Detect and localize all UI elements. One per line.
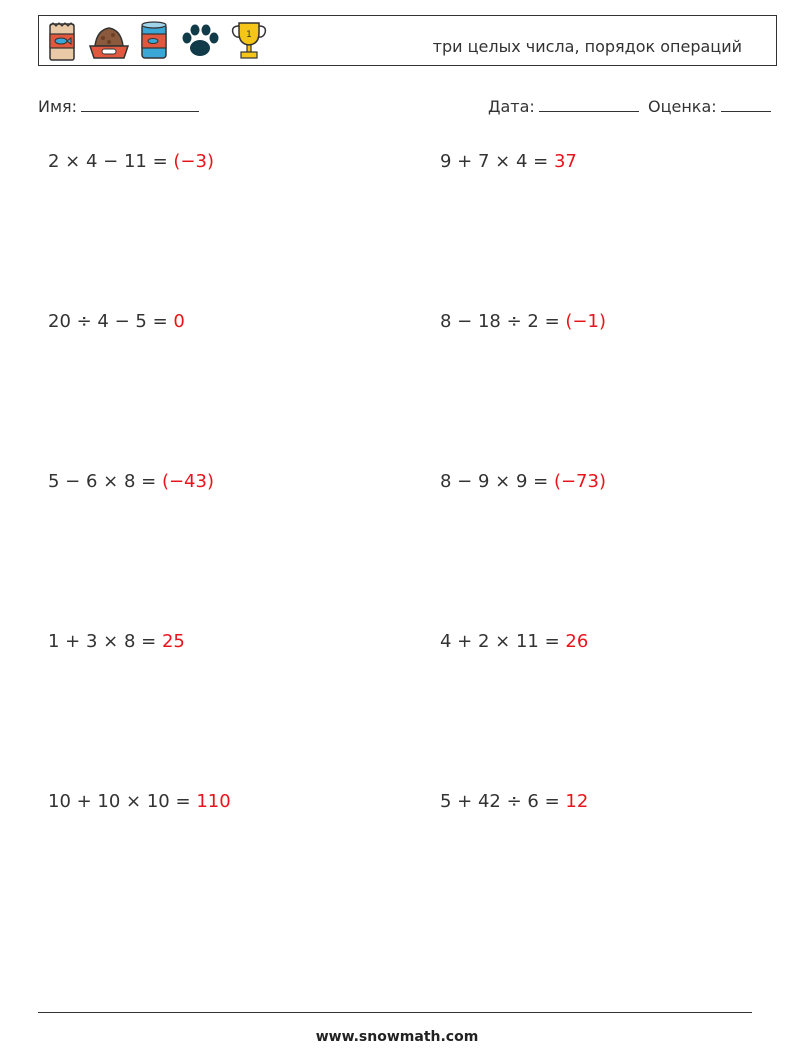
date-field	[488, 94, 639, 116]
cat-food-can-icon	[139, 20, 169, 62]
problem-7	[48, 631, 185, 652]
problem-expression: 9 + 7 × 4 =	[440, 151, 549, 172]
problem-answer: (−1)	[565, 311, 606, 332]
problem-expression: 8 − 9 × 9 =	[440, 471, 549, 492]
problem-answer: (−73)	[553, 471, 606, 492]
pet-food-bag-icon	[47, 20, 77, 62]
grade-field	[648, 94, 771, 116]
name-field	[38, 94, 199, 116]
problem-answer: (−43)	[161, 471, 214, 492]
problem-4	[440, 311, 606, 332]
problem-answer: 0	[173, 311, 185, 332]
problem-2	[440, 151, 577, 172]
dog-food-bowl-icon	[87, 20, 131, 62]
problem-expression: 10 + 10 × 10 =	[48, 791, 191, 812]
problem-expression: 5 − 6 × 8 =	[48, 471, 157, 492]
problem-5	[48, 471, 214, 492]
date-label: Дата:	[488, 97, 535, 116]
date-blank[interactable]	[539, 94, 639, 112]
problem-answer: 37	[553, 151, 577, 172]
grade-label: Оценка:	[648, 97, 717, 116]
problem-answer: 25	[161, 631, 185, 652]
problem-answer: 26	[565, 631, 589, 652]
problem-1	[48, 151, 214, 172]
problem-expression: 20 ÷ 4 − 5 =	[48, 311, 168, 332]
problem-expression: 8 − 18 ÷ 2 =	[440, 311, 560, 332]
problem-expression: 5 + 42 ÷ 6 =	[440, 791, 560, 812]
problem-answer: 110	[196, 791, 231, 812]
problem-expression: 1 + 3 × 8 =	[48, 631, 157, 652]
grade-blank[interactable]	[721, 94, 771, 112]
svg-text:1: 1	[246, 30, 252, 40]
problem-9	[48, 791, 231, 812]
footer-divider	[38, 1012, 752, 1013]
problem-answer: (−3)	[173, 151, 214, 172]
trophy-icon	[229, 20, 269, 62]
problem-10	[440, 791, 588, 812]
problem-6	[440, 471, 606, 492]
problem-8	[440, 631, 588, 652]
problem-3	[48, 311, 185, 332]
paw-print-icon	[179, 20, 221, 62]
worksheet-title: три целых числа, порядок операций	[432, 37, 742, 56]
footer-url[interactable]: www.snowmath.com	[315, 1029, 479, 1045]
name-label: Имя:	[38, 97, 78, 116]
problem-answer: 12	[565, 791, 589, 812]
name-blank[interactable]	[81, 94, 199, 112]
header-box	[38, 15, 777, 66]
problem-expression: 2 × 4 − 11 =	[48, 151, 168, 172]
problem-expression: 4 + 2 × 11 =	[440, 631, 560, 652]
